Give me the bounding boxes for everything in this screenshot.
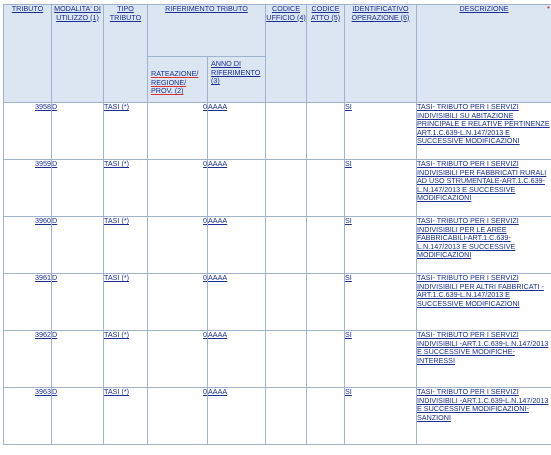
anno-cell-text[interactable]: AAAA (208, 387, 228, 396)
descrizione-cell-text[interactable]: TASI- TRIBUTO PER I SERVIZI INDIVISIBILI PER FABBRICATI RURALI AD USO STRUMENTALE-ART.1.C.639-L.N.147/2013 E SUCCESSIVE MODIFICAZIONI (417, 159, 547, 203)
tributo-cell-text[interactable]: 3960 (35, 216, 51, 225)
rateazione-cell (148, 217, 208, 274)
modalita-cell-text[interactable]: D (52, 273, 58, 282)
tax-codes-table (3, 4, 551, 445)
codice-ufficio-cell (266, 103, 307, 160)
tipo-cell-text[interactable]: TASI (*) (104, 273, 130, 282)
tipo-cell (104, 274, 148, 331)
codice-atto-cell (307, 388, 345, 445)
header-tipo: TIPO TRIBUTO (104, 5, 148, 103)
rateazione-cell-text[interactable]: 0 (203, 273, 207, 282)
tipo-cell (104, 217, 148, 274)
descrizione-cell-text[interactable]: TASI- TRIBUTO PER I SERVIZI INDIVISIBILI PER LE AREE FABBRICABILI-ART.1.C.639-L.N.147/2013 E SUCCESSIVE MODIFICAZIONI (417, 216, 519, 260)
header-identificativo: IDENTIFICATIVO OPERAZIONE (6) (345, 5, 417, 103)
table-row (4, 217, 551, 274)
modalita-cell-text[interactable]: D (52, 216, 58, 225)
corner-mark-icon: • (547, 3, 550, 12)
identificativo-cell-text[interactable]: SI (345, 159, 352, 168)
table-row (4, 103, 551, 160)
codice-ufficio-cell (266, 217, 307, 274)
identificativo-cell (345, 331, 417, 388)
descrizione-cell (417, 217, 551, 274)
modalita-cell (52, 103, 104, 160)
descrizione-cell (417, 160, 551, 217)
descrizione-cell-text[interactable]: TASI- TRIBUTO PER I SERVIZI INDIVISIBILI PER ALTRI FABBRICATI -ART.1.C.639-L.N.147/2013 E SUCCESSIVE MODIFICAZIONI (417, 273, 544, 308)
tipo-cell-text[interactable]: TASI (*) (104, 330, 130, 339)
rateazione-cell-text[interactable]: 0 (203, 387, 207, 396)
rateazione-cell-text[interactable]: 0 (203, 159, 207, 168)
tributo-cell-text[interactable]: 3958 (35, 102, 51, 111)
tributo-cell-text[interactable]: 3959 (35, 159, 51, 168)
tipo-cell (104, 160, 148, 217)
rateazione-cell-text[interactable]: 0 (203, 102, 207, 111)
anno-cell (208, 103, 266, 160)
modalita-cell-text[interactable]: D (52, 330, 58, 339)
descrizione-cell (417, 274, 551, 331)
identificativo-cell (345, 103, 417, 160)
anno-cell-text[interactable]: AAAA (208, 102, 228, 111)
rateazione-cell (148, 331, 208, 388)
rateazione-cell-text[interactable]: 0 (203, 330, 207, 339)
tipo-cell-text[interactable]: TASI (*) (104, 216, 130, 225)
tributo-cell-text[interactable]: 3962 (35, 330, 51, 339)
tipo-cell (104, 331, 148, 388)
tipo-cell (104, 388, 148, 445)
modalita-cell (52, 274, 104, 331)
anno-cell (208, 331, 266, 388)
header-rateazione: RATEAZIONE/ REGIONE/ PROV. (2) (148, 57, 208, 103)
header-codice-atto: CODICE ATTO (5) (307, 5, 345, 103)
modalita-cell (52, 388, 104, 445)
tributo-cell (4, 388, 52, 445)
header-modalita: MODALITA' DI UTILIZZO (1) (52, 5, 104, 103)
modalita-cell (52, 331, 104, 388)
identificativo-cell-text[interactable]: SI (345, 330, 352, 339)
descrizione-cell (417, 103, 551, 160)
anno-cell-text[interactable]: AAAA (208, 330, 228, 339)
rateazione-cell (148, 274, 208, 331)
table-row (4, 331, 551, 388)
anno-cell-text[interactable]: AAAA (208, 273, 228, 282)
header-descrizione: DESCRIZIONE (417, 5, 551, 103)
codice-ufficio-cell (266, 274, 307, 331)
descrizione-cell-text[interactable]: TASI- TRIBUTO PER I SERVIZI INDIVISIBILI -ART.1.C.639-L.N.147/2013 E SUCCESSIVE MODIFICHE-INTERESSI (417, 330, 549, 365)
codice-atto-cell (307, 217, 345, 274)
modalita-cell (52, 160, 104, 217)
anno-cell (208, 217, 266, 274)
modalita-cell-text[interactable]: D (52, 159, 58, 168)
descrizione-cell (417, 388, 551, 445)
identificativo-cell (345, 274, 417, 331)
identificativo-cell-text[interactable]: SI (345, 273, 352, 282)
codice-atto-cell (307, 160, 345, 217)
anno-cell (208, 160, 266, 217)
identificativo-cell-text[interactable]: SI (345, 387, 352, 396)
rateazione-cell (148, 388, 208, 445)
codice-ufficio-cell (266, 331, 307, 388)
codice-ufficio-cell (266, 160, 307, 217)
header-tributo: TRIBUTO (4, 5, 52, 103)
modalita-cell (52, 217, 104, 274)
table-row (4, 274, 551, 331)
header-codice-ufficio: CODICE UFFICIO (4) (266, 5, 307, 103)
anno-cell-text[interactable]: AAAA (208, 216, 228, 225)
rateazione-cell (148, 160, 208, 217)
descrizione-cell-text[interactable]: TASI- TRIBUTO PER I SERVIZI INDIVISIBILI -ART.1.C.639-L.N.147/2013 E SUCCESSIVE MODIFICAZIONI-SANZIONI (417, 387, 549, 422)
tipo-cell-text[interactable]: TASI (*) (104, 159, 130, 168)
table-row (4, 160, 551, 217)
tributo-cell (4, 160, 52, 217)
codice-atto-cell (307, 103, 345, 160)
rateazione-cell (148, 103, 208, 160)
tributo-cell (4, 217, 52, 274)
codice-ufficio-cell (266, 388, 307, 445)
tributo-cell (4, 103, 52, 160)
anno-cell-text[interactable]: AAAA (208, 159, 228, 168)
tributo-cell (4, 331, 52, 388)
identificativo-cell (345, 160, 417, 217)
header-anno: ANNO DI RIFERIMENTO (3) (208, 57, 266, 103)
tipo-cell-text[interactable]: TASI (*) (104, 102, 130, 111)
identificativo-cell (345, 388, 417, 445)
anno-cell (208, 274, 266, 331)
descrizione-cell (417, 331, 551, 388)
identificativo-cell-text[interactable]: SI (345, 216, 352, 225)
descrizione-cell-text[interactable]: TASI- TRIBUTO PER I SERVIZI INDIVISIBILI SU ABITAZIONE PRINCIPALE E RELATIVE PERTINENZE ART.1.C.639-L.N.147/2013 E SUCCESSIVE MODIFICAZIONI (417, 102, 550, 146)
identificativo-cell (345, 217, 417, 274)
rateazione-cell-text[interactable]: 0 (203, 216, 207, 225)
tributo-cell-text[interactable]: 3961 (35, 273, 51, 282)
tipo-cell (104, 103, 148, 160)
modalita-cell-text[interactable]: D (52, 102, 58, 111)
tributo-cell-text[interactable]: 3963 (35, 387, 51, 396)
tributo-cell (4, 274, 52, 331)
modalita-cell-text[interactable]: D (52, 387, 58, 396)
anno-cell (208, 388, 266, 445)
identificativo-cell-text[interactable]: SI (345, 102, 352, 111)
codice-atto-cell (307, 331, 345, 388)
header-riferimento: RIFERIMENTO TRIBUTO (148, 5, 266, 57)
tipo-cell-text[interactable]: TASI (*) (104, 387, 130, 396)
codice-atto-cell (307, 274, 345, 331)
table-row (4, 388, 551, 445)
